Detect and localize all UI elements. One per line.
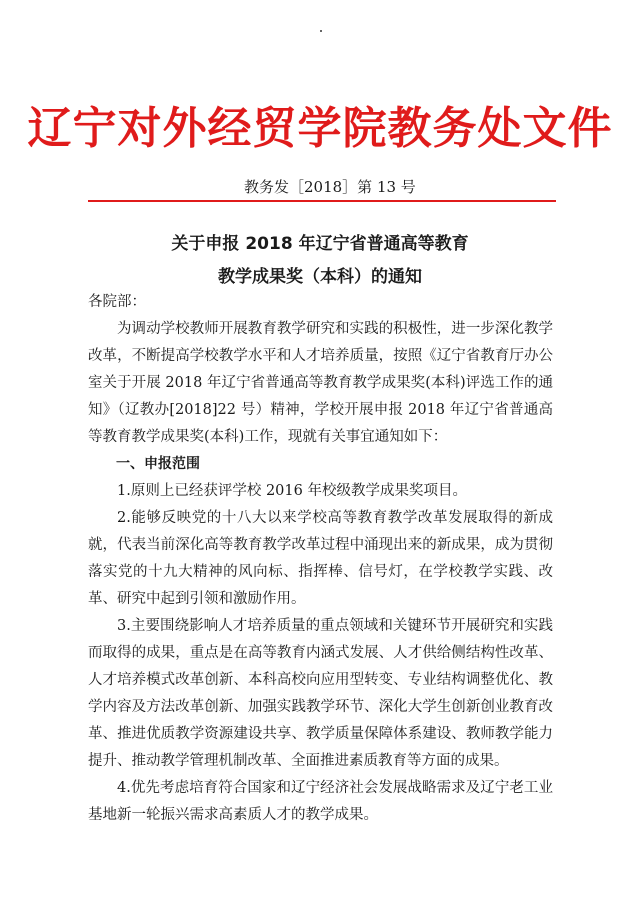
org-header-title: 辽宁对外经贸学院教务处文件	[27, 103, 613, 154]
section-heading-scope: 一、申报范围	[116, 456, 200, 472]
salutation: 各院部：	[88, 294, 146, 310]
scope-item-2: 2.能够反映党的十八大以来学校高等教育教学改革发展取得的新成就，代表当前深化高等教育教学改革过程中涌现出来的新成果，成为贯彻落实党的十九大精神的风向标、指挥棒、信号灯，在学校教学实践、改革、研究中起到引领和激励作用。	[88, 510, 553, 607]
notice-title-line-1: 关于申报 2018 年辽宁省普通高等教育	[171, 234, 469, 254]
header-divider	[88, 200, 556, 202]
scan-speck	[320, 30, 322, 32]
notice-body	[88, 289, 553, 829]
intro-paragraph: 为调动学校教师开展教育教学研究和实践的积极性，进一步深化教学改革，不断提高学校教学水平和人才培养质量，按照《辽宁省教育厅办公室关于开展 2018 年辽宁省普通高等教育教学成果奖(本科)评选工作的通知》（辽教办[2018]22 号）精神，学校开展申报 2018 年辽宁省普通高等教育教学成果奖(本科)工作，现就有关事宜通知如下：	[88, 321, 553, 445]
notice-title-line-2: 教学成果奖（本科）的通知	[218, 267, 422, 287]
scope-item-1: 1.原则上已经获评学校 2016 年校级教学成果奖项目。	[117, 483, 467, 499]
document-number: 教务发［2018］第 13 号	[244, 178, 416, 196]
scope-item-3: 3.主要围绕影响人才培养质量的重点领域和关键环节开展研究和实践而取得的成果，重点是在高等教育内涵式发展、人才供给侧结构性改革、人才培养模式改革创新、本科高校向应用型转变、专业结构调整优化、教学内容及方法改革创新、加强实践教学环节、深化大学生创新创业教育改革、推进优质教学资源建设共享、教学质量保障体系建设、教师教学能力提升、推动教学管理机制改革、全面推进素质教育等方面的成果。	[88, 618, 553, 769]
scope-item-4: 4.优先考虑培育符合国家和辽宁经济社会发展战略需求及辽宁老工业基地新一轮振兴需求高素质人才的教学成果。	[88, 780, 553, 823]
